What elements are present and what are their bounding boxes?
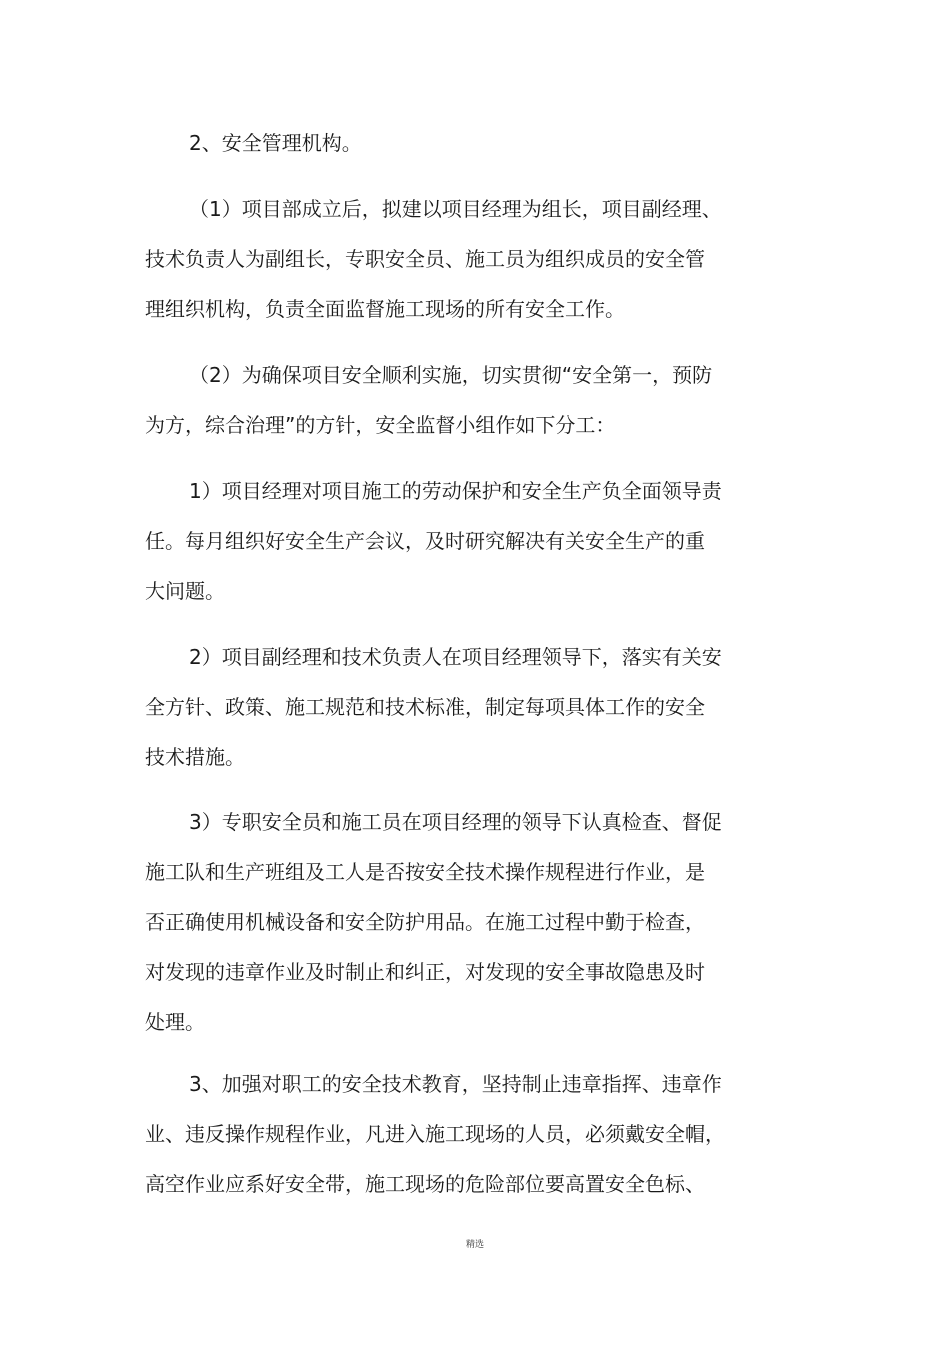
paragraph-line: 2）项目副经理和技术负责人在项目经理领导下，落实有关安: [189, 645, 722, 669]
paragraph-line: 高空作业应系好安全带，施工现场的危险部位要高置安全色标、: [145, 1172, 705, 1196]
paragraph-5: [145, 797, 755, 1047]
paragraph-1: [145, 184, 755, 334]
paragraph-6: [145, 1059, 755, 1209]
page-footer: 精选: [465, 1240, 484, 1250]
heading-safety-organization: [145, 118, 755, 168]
paragraph-line: （1）项目部成立后，拟建以项目经理为组长，项目副经理、: [189, 197, 722, 221]
paragraph-line: 施工队和生产班组及工人是否按安全技术操作规程进行作业，是: [145, 860, 705, 884]
paragraph-line: 1）项目经理对项目施工的劳动保护和安全生产负全面领导责: [189, 479, 722, 503]
paragraph-line: 2、安全管理机构。: [189, 131, 362, 155]
paragraph-line: 理组织机构，负责全面监督施工现场的所有安全工作。: [145, 297, 625, 321]
paragraph-line: 3、加强对职工的安全技术教育，坚持制止违章指挥、违章作: [189, 1072, 722, 1096]
paragraph-4: [145, 632, 755, 782]
paragraph-line: 技术措施。: [145, 745, 245, 769]
paragraph-line: 为方，综合治理”的方针，安全监督小组作如下分工：: [145, 413, 616, 437]
paragraph-line: 处理。: [145, 1010, 205, 1034]
paragraph-3: [145, 466, 755, 616]
paragraph-line: 3）专职安全员和施工员在项目经理的领导下认真检查、督促: [189, 810, 722, 834]
paragraph-line: 业、违反操作规程作业，凡进入施工现场的人员，必须戴安全帽，: [145, 1122, 725, 1146]
paragraph-line: （2）为确保项目安全顺利实施，切实贯彻“安全第一，预防: [189, 363, 713, 387]
paragraph-line: 技术负责人为副组长，专职安全员、施工员为组织成员的安全管: [145, 247, 705, 271]
paragraph-line: 对发现的违章作业及时制止和纠正，对发现的安全事故隐患及时: [145, 960, 705, 984]
paragraph-line: 大问题。: [145, 579, 225, 603]
paragraph-line: 任。每月组织好安全生产会议，及时研究解决有关安全生产的重: [145, 529, 705, 553]
paragraph-line: 全方针、政策、施工规范和技术标准，制定每项具体工作的安全: [145, 695, 705, 719]
paragraph-line: 否正确使用机械设备和安全防护用品。在施工过程中勤于检查，: [145, 910, 705, 934]
paragraph-2: [145, 350, 755, 450]
